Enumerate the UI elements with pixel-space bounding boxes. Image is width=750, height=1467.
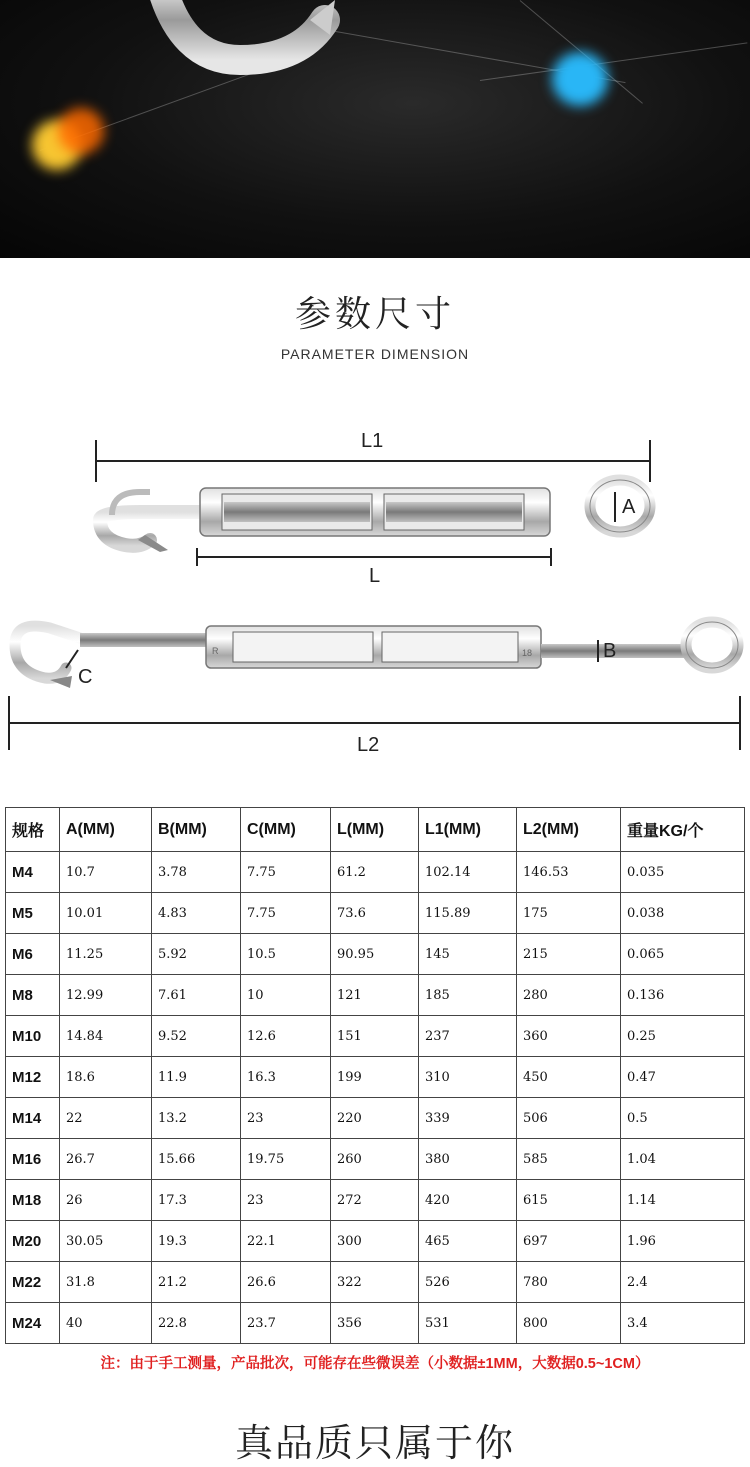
table-cell: 0.065	[621, 934, 745, 975]
col-header-c: C(MM)	[241, 808, 331, 852]
table-cell: 280	[517, 975, 621, 1016]
table-cell: 360	[517, 1016, 621, 1057]
table-body	[6, 852, 745, 1344]
table-cell: 420	[419, 1180, 517, 1221]
table-cell: 19.75	[241, 1139, 331, 1180]
table-cell: 23	[241, 1180, 331, 1221]
col-header-l: L(MM)	[331, 808, 419, 852]
table-cell: 26.6	[241, 1262, 331, 1303]
table-cell: 380	[419, 1139, 517, 1180]
table-cell: 1.04	[621, 1139, 745, 1180]
table-cell: 22	[60, 1098, 152, 1139]
turnbuckle-hook-eye-extended	[15, 622, 738, 688]
table-cell: 23	[241, 1098, 331, 1139]
table-cell: 146.53	[517, 852, 621, 893]
table-cell: 12.99	[60, 975, 152, 1016]
table-cell: 115.89	[419, 893, 517, 934]
label-l: L	[369, 565, 381, 587]
glow-blue	[552, 52, 608, 106]
col-header-weight: 重量KG/个	[621, 808, 745, 852]
table-cell: 11.9	[152, 1057, 241, 1098]
spec-size-cell: M6	[6, 934, 60, 975]
spec-size-cell: M5	[6, 893, 60, 934]
spec-size-cell: M20	[6, 1221, 60, 1262]
table-cell: 15.66	[152, 1139, 241, 1180]
hook-photo	[130, 0, 350, 80]
table-cell: 300	[331, 1221, 419, 1262]
table-row	[6, 1303, 745, 1344]
label-l2: L2	[357, 734, 380, 756]
label-l1: L1	[361, 430, 384, 452]
dimension-diagram	[0, 420, 750, 760]
col-header-l1: L1(MM)	[419, 808, 517, 852]
table-cell: 0.136	[621, 975, 745, 1016]
table-row	[6, 852, 745, 893]
table-cell: 145	[419, 934, 517, 975]
table-cell: 615	[517, 1180, 621, 1221]
col-header-b: B(MM)	[152, 808, 241, 852]
table-cell: 13.2	[152, 1098, 241, 1139]
table-cell: 450	[517, 1057, 621, 1098]
table-row	[6, 893, 745, 934]
spec-size-cell: M12	[6, 1057, 60, 1098]
table-cell: 23.7	[241, 1303, 331, 1344]
table-cell: 19.3	[152, 1221, 241, 1262]
table-cell: 0.47	[621, 1057, 745, 1098]
table-row	[6, 975, 745, 1016]
table-cell: 526	[419, 1262, 517, 1303]
table-cell: 0.035	[621, 852, 745, 893]
table-cell: 1.96	[621, 1221, 745, 1262]
table-cell: 14.84	[60, 1016, 152, 1057]
table-header-row	[6, 808, 745, 852]
col-header-spec: 规格	[6, 808, 60, 852]
stamp-right: 18	[522, 648, 533, 658]
table-row	[6, 1221, 745, 1262]
table-row	[6, 1057, 745, 1098]
table-cell: 5.92	[152, 934, 241, 975]
table-cell: 40	[60, 1303, 152, 1344]
section-subtitle: PARAMETER DIMENSION	[280, 346, 470, 362]
spec-size-cell: M16	[6, 1139, 60, 1180]
table-cell: 272	[331, 1180, 419, 1221]
spec-size-cell: M14	[6, 1098, 60, 1139]
table-cell: 339	[419, 1098, 517, 1139]
table-cell: 4.83	[152, 893, 241, 934]
table-cell: 61.2	[331, 852, 419, 893]
table-cell: 215	[517, 934, 621, 975]
hero-banner	[0, 0, 750, 258]
label-a: A	[622, 496, 636, 518]
table-cell: 10.5	[241, 934, 331, 975]
table-cell: 0.25	[621, 1016, 745, 1057]
table-cell: 697	[517, 1221, 621, 1262]
table-cell: 22.1	[241, 1221, 331, 1262]
table-cell: 30.05	[60, 1221, 152, 1262]
table-cell: 10	[241, 975, 331, 1016]
table-cell: 102.14	[419, 852, 517, 893]
table-cell: 220	[331, 1098, 419, 1139]
table-cell: 26	[60, 1180, 152, 1221]
table-cell: 26.7	[60, 1139, 152, 1180]
table-cell: 18.6	[60, 1057, 152, 1098]
footer-title: 真品质只属于你	[234, 1421, 515, 1465]
light-streak	[480, 42, 748, 81]
spec-size-cell: M8	[6, 975, 60, 1016]
l-dimension-line	[197, 548, 551, 566]
table-cell: 0.5	[621, 1098, 745, 1139]
table-cell: 3.4	[621, 1303, 745, 1344]
table-cell: 1.14	[621, 1180, 745, 1221]
table-cell: 3.78	[152, 852, 241, 893]
spec-size-cell: M24	[6, 1303, 60, 1344]
table-row	[6, 1262, 745, 1303]
table-row	[6, 1098, 745, 1139]
table-cell: 90.95	[331, 934, 419, 975]
stamp-left: R	[212, 646, 219, 656]
table-cell: 17.3	[152, 1180, 241, 1221]
table-cell: 22.8	[152, 1303, 241, 1344]
turnbuckle-hook-eye	[100, 480, 650, 552]
table-cell: 31.8	[60, 1262, 152, 1303]
table-cell: 73.6	[331, 893, 419, 934]
table-cell: 531	[419, 1303, 517, 1344]
table-cell: 121	[331, 975, 419, 1016]
table-cell: 7.75	[241, 893, 331, 934]
table-cell: 10.7	[60, 852, 152, 893]
table-cell: 10.01	[60, 893, 152, 934]
table-cell: 237	[419, 1016, 517, 1057]
table-cell: 310	[419, 1057, 517, 1098]
spec-size-cell: M10	[6, 1016, 60, 1057]
table-cell: 0.038	[621, 893, 745, 934]
section-title: 参数尺寸	[294, 294, 455, 335]
table-row	[6, 934, 745, 975]
table-cell: 21.2	[152, 1262, 241, 1303]
glow-orange	[58, 108, 104, 154]
table-cell: 7.75	[241, 852, 331, 893]
spec-table	[5, 807, 745, 1344]
table-row	[6, 1139, 745, 1180]
table-cell: 356	[331, 1303, 419, 1344]
table-cell: 322	[331, 1262, 419, 1303]
table-row	[6, 1016, 745, 1057]
table-cell: 12.6	[241, 1016, 331, 1057]
table-cell: 151	[331, 1016, 419, 1057]
table-cell: 199	[331, 1057, 419, 1098]
table-row	[6, 1180, 745, 1221]
table-cell: 260	[331, 1139, 419, 1180]
measurement-note: 注：由于手工测量，产品批次，可能存在些微误差（小数据±1MM，大数据0.5~1CM）	[100, 1356, 650, 1372]
table-cell: 800	[517, 1303, 621, 1344]
table-cell: 11.25	[60, 934, 152, 975]
col-header-l2: L2(MM)	[517, 808, 621, 852]
table-cell: 175	[517, 893, 621, 934]
table-cell: 16.3	[241, 1057, 331, 1098]
table-cell: 7.61	[152, 975, 241, 1016]
spec-size-cell: M22	[6, 1262, 60, 1303]
label-c: C	[78, 666, 93, 688]
table-cell: 780	[517, 1262, 621, 1303]
table-cell: 9.52	[152, 1016, 241, 1057]
table-cell: 506	[517, 1098, 621, 1139]
table-cell: 2.4	[621, 1262, 745, 1303]
table-cell: 185	[419, 975, 517, 1016]
table-cell: 585	[517, 1139, 621, 1180]
spec-size-cell: M18	[6, 1180, 60, 1221]
label-b: B	[603, 640, 617, 662]
col-header-a: A(MM)	[60, 808, 152, 852]
table-cell: 465	[419, 1221, 517, 1262]
spec-size-cell: M4	[6, 852, 60, 893]
